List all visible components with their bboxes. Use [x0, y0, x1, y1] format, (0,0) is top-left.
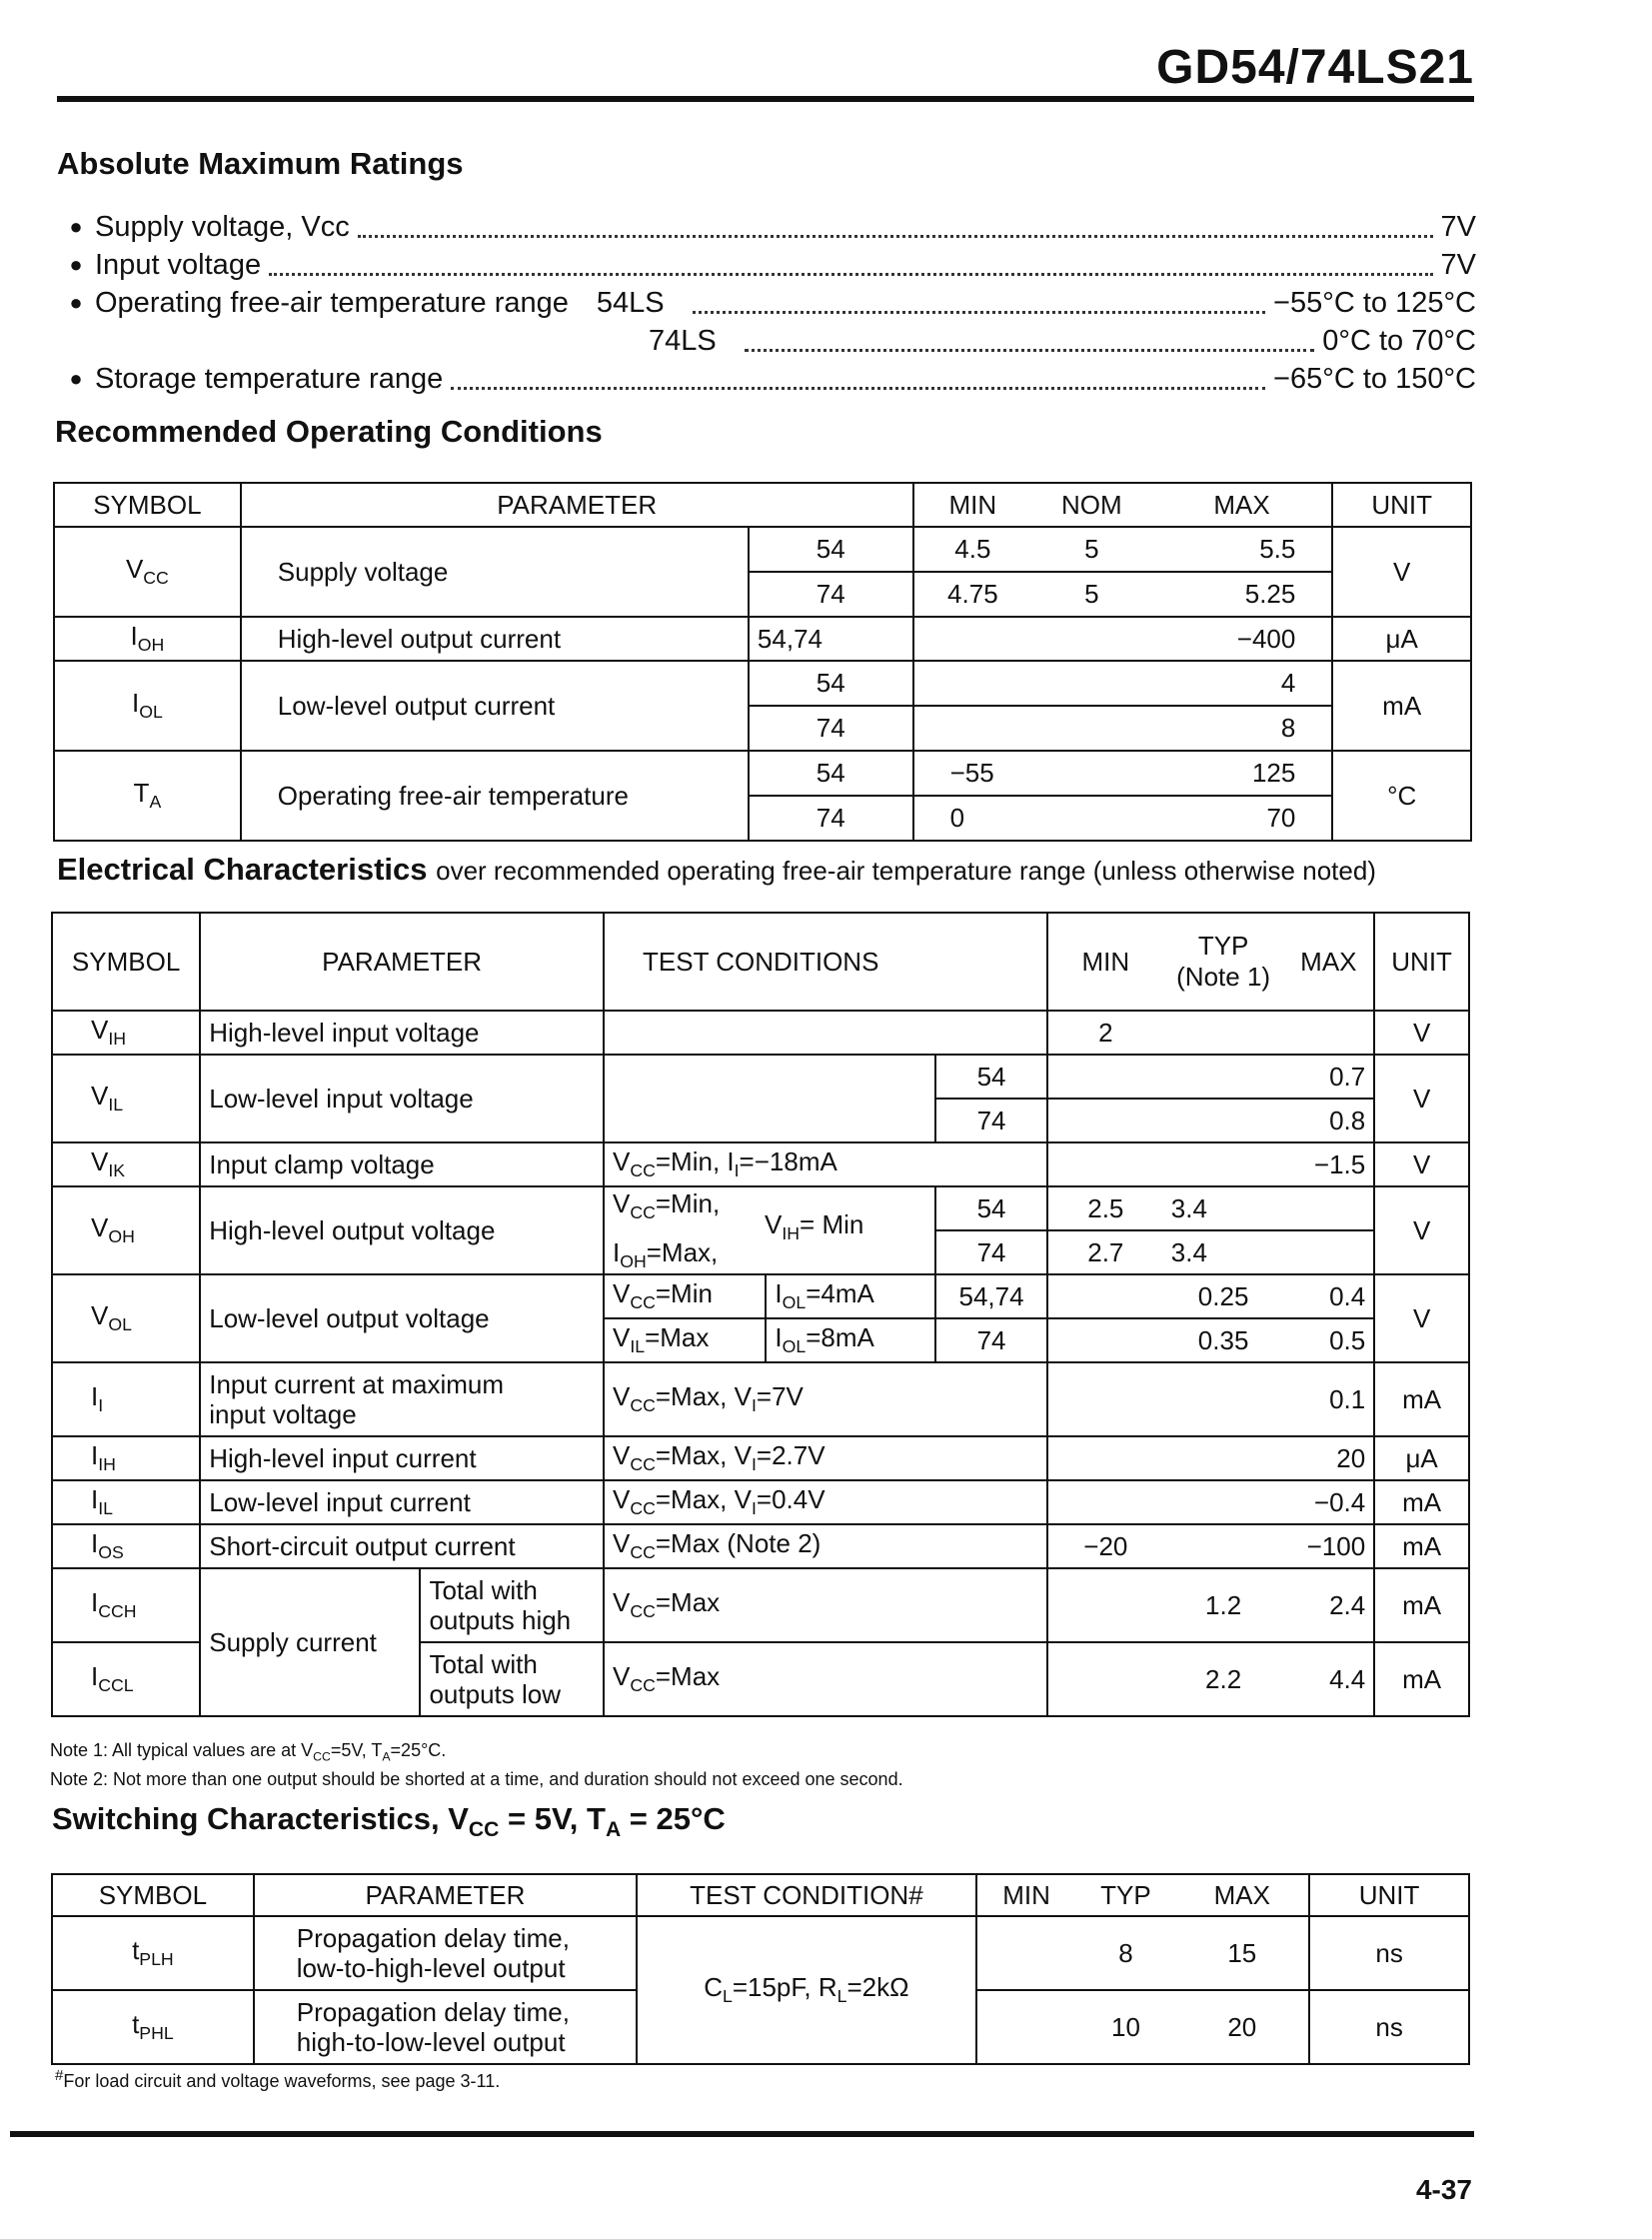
col-typ: TYP [1076, 1874, 1176, 1916]
amr-label: Operating free-air temperature range [95, 286, 569, 319]
note-2: Note 2: Not more than one output should be shorted at a time, and duration should not exceed one second. [50, 1768, 903, 1789]
empty-cell [1283, 1011, 1374, 1055]
param-cell: High-level output voltage [200, 1186, 604, 1274]
test-cell: $V_{IL}=Max$ [604, 1318, 766, 1362]
unit-cell: V [1374, 1055, 1469, 1142]
min-cell: 4.5 [913, 527, 1032, 572]
table-row [52, 1436, 1469, 1480]
table-row [52, 1362, 1469, 1436]
unit-cell: mA [1374, 1642, 1469, 1716]
col-unit: UNIT [1309, 1874, 1469, 1916]
sw-table [51, 1873, 1470, 2065]
col-nom: NOM [1031, 483, 1152, 527]
empty-cell [1031, 661, 1152, 706]
empty-cell [1047, 1318, 1163, 1362]
amr-sub: 54LS [596, 286, 665, 319]
ec-title: Electrical Characteristics [57, 852, 428, 887]
unit-cell: ns [1309, 1916, 1469, 1990]
col-symbol: SYMBOL [54, 483, 241, 527]
symbol-voh: $V_{OH}$ [52, 1186, 200, 1274]
unit-cell: mA [1374, 1480, 1469, 1524]
symbol-ta: $T_A$ [54, 751, 241, 841]
min-cell: 2 [1047, 1011, 1163, 1055]
amr-value: 7V [1440, 248, 1476, 281]
ec-table [51, 912, 1470, 1717]
max-cell: 125 [1152, 751, 1333, 796]
device-cell: 74 [749, 572, 913, 617]
symbol-icch: $I_{CCH}$ [52, 1568, 200, 1642]
col-test: TEST CONDITIONS [604, 913, 1047, 1011]
typ-cell: 8 [1076, 1916, 1176, 1990]
nom-cell: 5 [1031, 527, 1152, 572]
param-cell: Short-circuit output current [200, 1524, 604, 1568]
amr-item-supply [57, 208, 1476, 246]
col-test: TEST CONDITION# [637, 1874, 975, 1916]
amr-item-storage [57, 360, 1476, 398]
amr-value: 7V [1440, 210, 1476, 243]
param-cell: High-level input current [200, 1436, 604, 1480]
table-row [52, 1568, 1469, 1642]
bottom-rule [10, 2131, 1474, 2137]
table-row [52, 1011, 1469, 1055]
table-row [52, 1916, 1469, 1990]
param-cell: Operating free-air temperature [241, 751, 749, 841]
empty-cell [1047, 1055, 1163, 1099]
col-min: MIN [976, 1874, 1076, 1916]
unit-cell: mA [1332, 661, 1471, 751]
device-cell: 54 [749, 661, 913, 706]
device-cell: 54 [749, 527, 913, 572]
dot-leader [745, 331, 1314, 352]
device-cell: 54,74 [749, 617, 913, 661]
test-cell: $V_{CC}=Min$, $I_I=-18mA$ [604, 1142, 1047, 1186]
symbol-iil: $I_{IL}$ [52, 1480, 200, 1524]
min-cell: 0 [913, 796, 1032, 841]
empty-cell [1047, 1362, 1163, 1436]
footnote [55, 2067, 500, 2092]
param-cell: Low-level input voltage [200, 1055, 604, 1142]
max-cell: −1.5 [1283, 1142, 1374, 1186]
device-cell: 74 [749, 796, 913, 841]
max-cell: 0.8 [1283, 1099, 1374, 1142]
unit-cell: °C [1332, 751, 1471, 841]
empty-cell [604, 1011, 1047, 1055]
param-cell: Propagation delay time, low-to-high-level output [254, 1916, 637, 1990]
part-number-title: GD54/74LS21 [1156, 41, 1474, 94]
test-cell: $C_L=15pF$, $R_L=2k\Omega$ [637, 1916, 975, 2064]
col-max: MAX [1283, 913, 1374, 1011]
empty-cell [1283, 1186, 1374, 1230]
param-cell: Supply voltage [241, 527, 749, 617]
col-unit: UNIT [1374, 913, 1469, 1011]
device-cell: 54 [935, 1055, 1047, 1099]
empty-cell [1047, 1274, 1163, 1318]
amr-value: −55°C to 125°C [1273, 286, 1476, 319]
device-cell: 54 [935, 1186, 1047, 1230]
amr-label: Input voltage [95, 248, 262, 281]
typ-cell: 2.2 [1163, 1642, 1284, 1716]
empty-cell [976, 1916, 1076, 1990]
table-row [54, 661, 1471, 706]
max-cell: 4.4 [1283, 1642, 1374, 1716]
device-cell: 74 [749, 706, 913, 751]
max-cell: 8 [1152, 706, 1333, 751]
param-cell: Low-level input current [200, 1480, 604, 1524]
symbol-iccl: $I_{CCL}$ [52, 1642, 200, 1716]
ec-heading [57, 852, 1376, 888]
test-cell: $I_{OL}=8mA$ [766, 1318, 935, 1362]
typ-cell: 10 [1076, 1990, 1176, 2064]
max-cell: 20 [1283, 1436, 1374, 1480]
symbol-ii: $I_I$ [52, 1362, 200, 1436]
symbol-vol: $V_{OL}$ [52, 1274, 200, 1362]
table-row [54, 527, 1471, 572]
empty-cell [1047, 1142, 1163, 1186]
test-cell: $V_{CC}=Min$, $V_{IH}=$ Min $I_{OH}=Max$, [604, 1186, 935, 1274]
col-parameter: PARAMETER [241, 483, 913, 527]
empty-cell [1047, 1480, 1163, 1524]
empty-cell [1031, 751, 1152, 796]
bullet-icon: ● [69, 214, 83, 239]
test-cell: $V_{CC}=Max$, $V_I=7V$ [604, 1362, 1047, 1436]
unit-cell: mA [1374, 1568, 1469, 1642]
empty-cell [1163, 1362, 1284, 1436]
device-cell: 74 [935, 1318, 1047, 1362]
symbol-ios: $I_{OS}$ [52, 1524, 200, 1568]
col-unit: UNIT [1332, 483, 1471, 527]
unit-cell: V [1374, 1186, 1469, 1274]
unit-cell: V [1374, 1011, 1469, 1055]
empty-cell [1163, 1142, 1284, 1186]
symbol-iol: $I_{OL}$ [54, 661, 241, 751]
col-typ: TYP (Note 1) [1163, 913, 1284, 1011]
max-cell: 4 [1152, 661, 1333, 706]
unit-cell: mA [1374, 1524, 1469, 1568]
test-cell: $I_{OL}=4mA$ [766, 1274, 935, 1318]
max-cell: 0.7 [1283, 1055, 1374, 1099]
symbol-ioh: $I_{OH}$ [54, 617, 241, 661]
max-cell: 20 [1175, 1990, 1309, 2064]
max-cell: 2.4 [1283, 1568, 1374, 1642]
empty-cell [1163, 1524, 1284, 1568]
empty-cell [913, 661, 1032, 706]
max-cell: 5.25 [1152, 572, 1333, 617]
col-min: MIN [913, 483, 1032, 527]
param-cell: Supply current [200, 1568, 420, 1716]
max-cell: 15 [1175, 1916, 1309, 1990]
nom-cell: 5 [1031, 572, 1152, 617]
unit-cell: V [1332, 527, 1471, 617]
amr-item-optemp-74 [57, 322, 1476, 360]
param-sub-cell: Total with outputs high [420, 1568, 604, 1642]
table-row [54, 617, 1471, 661]
max-cell: 0.5 [1283, 1318, 1374, 1362]
table-row [52, 1274, 1469, 1318]
max-cell: 0.1 [1283, 1362, 1374, 1436]
typ-cell: 3.4 [1163, 1230, 1284, 1274]
empty-cell [1047, 1568, 1163, 1642]
test-cell: $V_{CC}=Max$ [604, 1568, 1047, 1642]
dot-leader [693, 293, 1265, 314]
amr-sub: 74LS [649, 324, 717, 357]
dot-leader [269, 255, 1432, 276]
symbol-iih: $I_{IH}$ [52, 1436, 200, 1480]
test-cell: $V_{CC}=Max$ (Note 2) [604, 1524, 1047, 1568]
ec-header-row [52, 913, 1469, 1011]
dot-leader [358, 217, 1433, 238]
empty-cell [913, 617, 1032, 661]
amr-heading: Absolute Maximum Ratings [57, 146, 464, 181]
amr-label: Storage temperature range [95, 362, 444, 395]
symbol-tplh: $t_{PLH}$ [52, 1916, 254, 1990]
table-row [52, 1480, 1469, 1524]
amr-value: 0°C to 70°C [1322, 324, 1476, 357]
min-cell: 2.5 [1047, 1186, 1163, 1230]
param-cell: Propagation delay time, high-to-low-level output [254, 1990, 637, 2064]
bullet-icon: ● [69, 290, 83, 315]
bullet-icon: ● [69, 366, 83, 391]
unit-cell: V [1374, 1142, 1469, 1186]
empty-cell [1163, 1480, 1284, 1524]
note-1: Note 1: All typical values are at $V_{CC}=5V$, $T_A=25^\circ C$. [50, 1740, 447, 1764]
empty-cell [1283, 1230, 1374, 1274]
sw-heading: Switching Characteristics, $V_{CC} = 5V$, $T_A = 25^\circ C$ [52, 1801, 726, 1842]
unit-cell: μA [1332, 617, 1471, 661]
empty-cell [604, 1055, 935, 1142]
symbol-vcc: $V_{CC}$ [54, 527, 241, 617]
test-cell: $V_{CC}=Min$ [604, 1274, 766, 1318]
typ-cell: 3.4 [1163, 1186, 1284, 1230]
empty-cell [1047, 1436, 1163, 1480]
table-row [52, 1142, 1469, 1186]
col-symbol: SYMBOL [52, 1874, 254, 1916]
empty-cell [1031, 617, 1152, 661]
param-cell: Input current at maximum input voltage [200, 1362, 604, 1436]
symbol-tphl: $t_{PHL}$ [52, 1990, 254, 2064]
footnote-mark: # [55, 2067, 64, 2084]
page-number: 4-37 [1415, 2174, 1472, 2205]
amr-list [57, 208, 1476, 398]
empty-cell [1047, 1099, 1163, 1142]
ec-subtitle: over recommended operating free-air temperature range (unless otherwise noted) [436, 856, 1376, 886]
symbol-vil: $V_{IL}$ [52, 1055, 200, 1142]
sw-header-row [52, 1874, 1469, 1916]
min-cell: −20 [1047, 1524, 1163, 1568]
min-cell: 2.7 [1047, 1230, 1163, 1274]
param-cell: Input clamp voltage [200, 1142, 604, 1186]
table-row [52, 1524, 1469, 1568]
top-rule [57, 96, 1474, 102]
empty-cell [1163, 1099, 1284, 1142]
param-sub-cell: Total with outputs low [420, 1642, 604, 1716]
typ-cell: 0.25 [1163, 1274, 1284, 1318]
empty-cell [913, 706, 1032, 751]
col-min: MIN [1047, 913, 1163, 1011]
device-cell: 54 [749, 751, 913, 796]
typ-cell: 1.2 [1163, 1568, 1284, 1642]
device-cell: 74 [935, 1099, 1047, 1142]
param-cell: Low-level output voltage [200, 1274, 604, 1362]
max-cell: 5.5 [1152, 527, 1333, 572]
test-cell: $V_{CC}=Max$, $V_I=0.4V$ [604, 1480, 1047, 1524]
unit-cell: mA [1374, 1362, 1469, 1436]
device-cell: 54,74 [935, 1274, 1047, 1318]
empty-cell [1031, 796, 1152, 841]
symbol-vik: $V_{IK}$ [52, 1142, 200, 1186]
param-cell: High-level output current [241, 617, 749, 661]
device-cell: 74 [935, 1230, 1047, 1274]
test-cell: $V_{CC}=Max$ [604, 1642, 1047, 1716]
col-parameter: PARAMETER [254, 1874, 637, 1916]
empty-cell [1163, 1055, 1284, 1099]
max-cell: −0.4 [1283, 1480, 1374, 1524]
empty-cell [1031, 706, 1152, 751]
table-row [52, 1055, 1469, 1099]
param-cell: Low-level output current [241, 661, 749, 751]
min-cell: −55 [913, 751, 1032, 796]
typ-cell: 0.35 [1163, 1318, 1284, 1362]
empty-cell [1163, 1436, 1284, 1480]
roc-header-row [54, 483, 1471, 527]
footnote-text: For load circuit and voltage waveforms, see page 3-11. [63, 2071, 501, 2091]
max-cell: −100 [1283, 1524, 1374, 1568]
symbol-vih: $V_{IH}$ [52, 1011, 200, 1055]
empty-cell [976, 1990, 1076, 2064]
dot-leader [451, 369, 1265, 390]
unit-cell: μA [1374, 1436, 1469, 1480]
bullet-icon: ● [69, 252, 83, 277]
empty-cell [1047, 1642, 1163, 1716]
empty-cell [1163, 1011, 1284, 1055]
max-cell: 0.4 [1283, 1274, 1374, 1318]
col-max: MAX [1175, 1874, 1309, 1916]
max-cell: 70 [1152, 796, 1333, 841]
amr-value: −65°C to 150°C [1273, 362, 1476, 395]
col-symbol: SYMBOL [52, 913, 200, 1011]
col-parameter: PARAMETER [200, 913, 604, 1011]
amr-item-input [57, 246, 1476, 284]
amr-label: Supply voltage, Vcc [95, 210, 350, 243]
roc-heading: Recommended Operating Conditions [55, 414, 603, 449]
col-max: MAX [1152, 483, 1333, 527]
unit-cell: V [1374, 1274, 1469, 1362]
param-cell: High-level input voltage [200, 1011, 604, 1055]
roc-table [53, 482, 1472, 842]
unit-cell: ns [1309, 1990, 1469, 2064]
min-cell: 4.75 [913, 572, 1032, 617]
table-row [52, 1186, 1469, 1230]
notes [50, 1739, 903, 1790]
amr-item-optemp-54 [57, 284, 1476, 322]
test-cell: $V_{CC}=Max$, $V_I=2.7V$ [604, 1436, 1047, 1480]
max-cell: −400 [1152, 617, 1333, 661]
table-row [54, 751, 1471, 796]
